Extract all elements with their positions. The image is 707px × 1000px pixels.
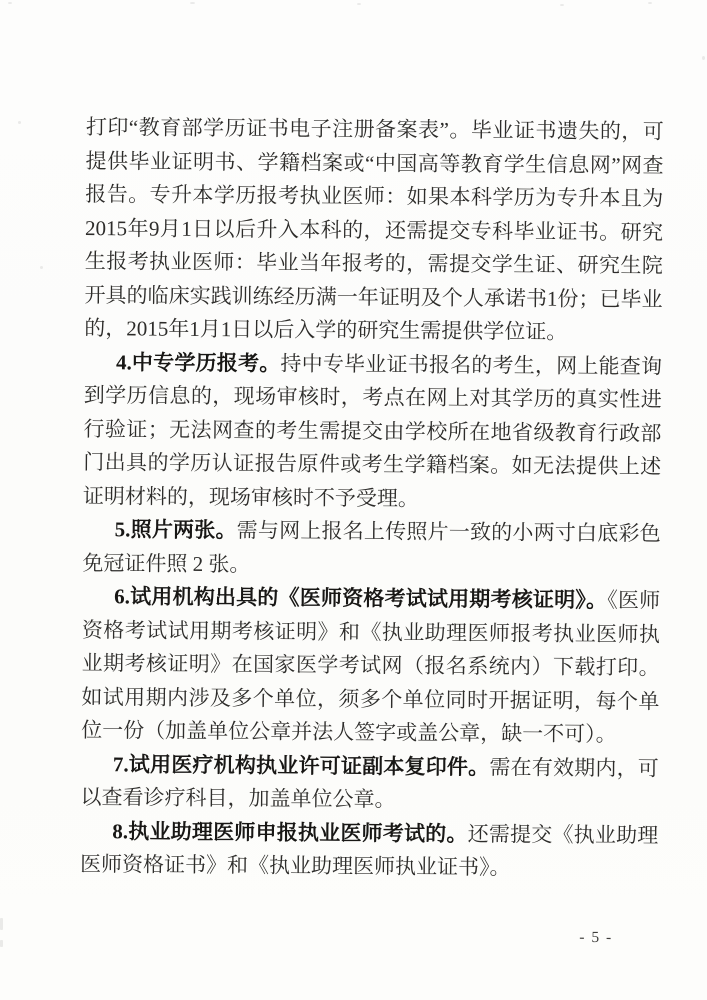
paragraph-lead: 8.执业助理医师申报执业医师考试的。 xyxy=(112,818,468,846)
paragraph-item-7 xyxy=(80,747,659,819)
page-number: - 5 - xyxy=(579,928,613,947)
paragraph-lead: 4.中专学历报考。 xyxy=(115,349,281,376)
scan-speck xyxy=(0,940,3,947)
scan-speck xyxy=(648,2,652,4)
paragraph-continuation xyxy=(84,111,664,350)
scan-speck xyxy=(40,266,43,269)
paragraph-item-6 xyxy=(81,580,660,752)
scan-speck xyxy=(560,4,564,6)
scan-speck xyxy=(190,2,195,4)
scan-speck xyxy=(0,918,3,930)
scan-speck xyxy=(702,56,705,60)
paragraph-text: 打印“教育部学历证书电子注册备案表”。毕业证书遗失的，可提供毕业证明书、学籍档案或“中国高等教育学生信息网”网查报告。专升本学历报考执业医师：如果本科学历为专升本且为2015年9月1日以后升入本科的，还需提交专科毕业证书。研究生报考执业医师：毕业当年报考的，需提交学生证、研究生院开具的临床实践训练经历满一年证明及个人承诺书1份；已毕业的，2015年1月1日以后入学的研究生需提供学位证。 xyxy=(84,114,664,344)
paragraph-text: 持中专毕业证书报名的考生，网上能查询到学历信息的，现场审核时，考点在网上对其学历的真实性进行验证；无法网查的考生需提交由学校所在地省级教育行政部门出具的学历认证报告原件或考生学籍档案。如无法提供上述证明材料的，现场审核时不予受理。 xyxy=(82,351,663,511)
paragraph-text: 需在有效期内，可以查看诊疗科目，加盖单位公章。 xyxy=(80,754,659,812)
scan-speck xyxy=(8,2,12,4)
paragraph-text: 《医师资格考试试用期考核证明》和《执业助理医师报考执业医师执业期考核证明》在国家医学考试网（报名系统内）下载打印。如试用期内涉及多个单位，须多个单位同时开据证明，每个单位一份（加盖单位公章并法人签字或盖公章，缺一不可）。 xyxy=(81,588,661,747)
paragraph-lead: 7.试用医疗机构执业许可证副本复印件。 xyxy=(112,751,490,779)
paragraph-item-5 xyxy=(82,513,661,585)
document-text-block xyxy=(80,111,664,886)
paragraph-item-4 xyxy=(83,345,662,517)
paragraph-lead: 6.试用机构出具的《医师资格考试试用期考核证明》。 xyxy=(114,584,608,613)
paragraph-item-8 xyxy=(80,814,659,886)
paragraph-text: 需与网上报名上传照片一致的小两寸白底彩色免冠证件照 2 张。 xyxy=(82,518,661,576)
paragraph-lead: 5.照片两张。 xyxy=(114,517,237,543)
scan-speck xyxy=(357,3,361,5)
paragraph-text: 还需提交《执业助理医师资格证书》和《执业助理医师执业证书》。 xyxy=(79,821,659,880)
scan-speck xyxy=(18,121,21,124)
